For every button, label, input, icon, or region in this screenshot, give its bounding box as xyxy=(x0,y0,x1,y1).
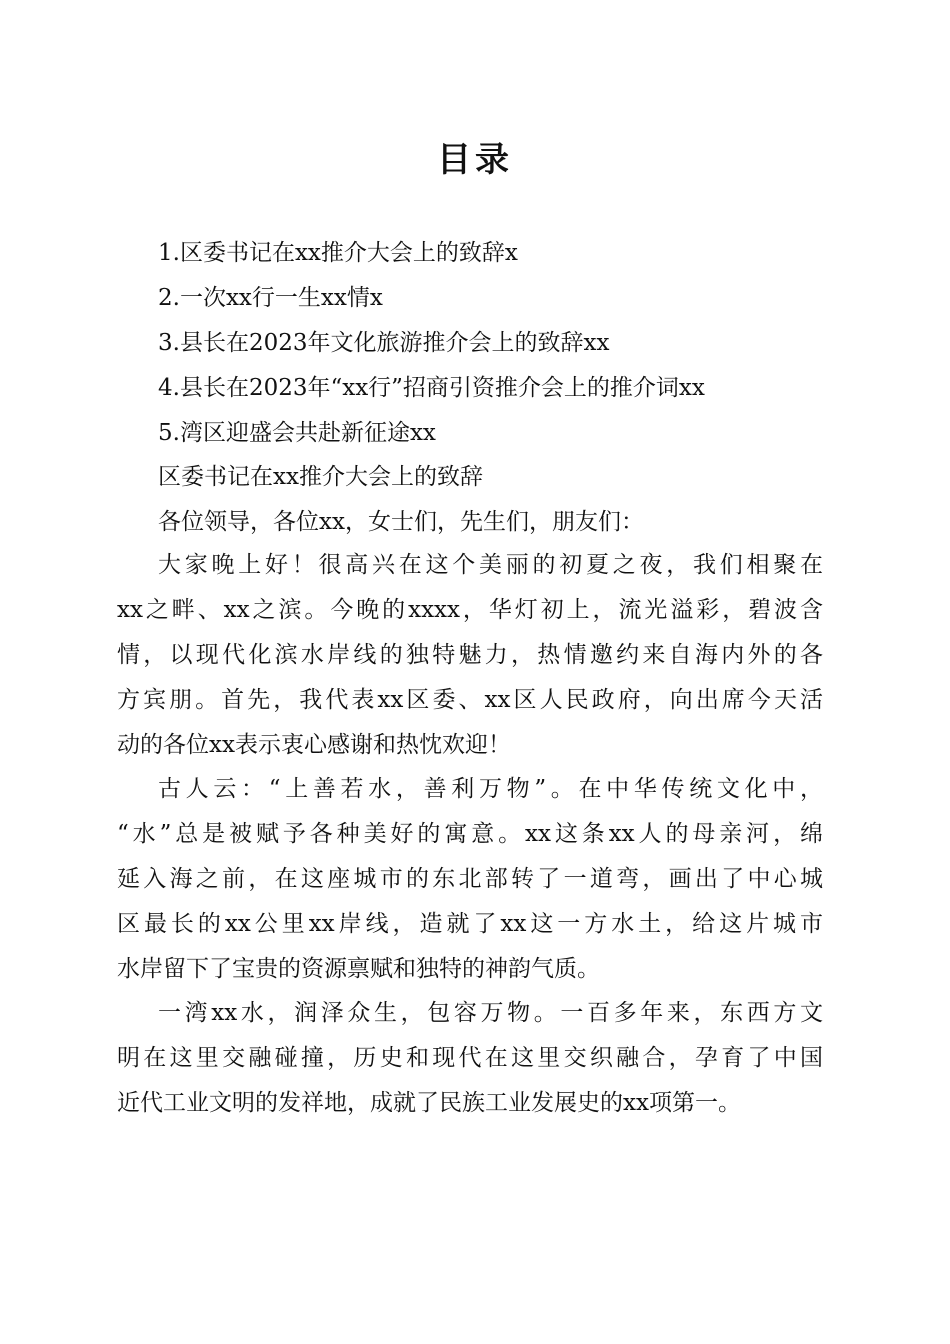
toc-item: 4.县长在2023年“xx行”招商引资推介会上的推介词xx xyxy=(158,375,705,401)
toc-item: 2.一次xx行一生xx情x xyxy=(158,285,383,311)
paragraph-line: “水”总是被赋予各种美好的寓意。xx这条xx人的母亲河，绵 xyxy=(117,821,823,847)
paragraph-line: 一湾xx水，润泽众生，包容万物。一百多年来，东西方文 xyxy=(158,1000,823,1026)
paragraph-line: 情，以现代化滨水岸线的独特魅力，热情邀约来自海内外的各 xyxy=(117,642,823,668)
paragraph-line: 动的各位xx表示衷心感谢和热忱欢迎！ xyxy=(117,732,511,758)
paragraph-line: 区最长的xx公里xx岸线，造就了xx这一方水土，给这片城市 xyxy=(117,911,823,937)
paragraph-line: 明在这里交融碰撞，历史和现代在这里交织融合，孕育了中国 xyxy=(117,1045,823,1071)
toc-item: 3.县长在2023年文化旅游推介会上的致辞xx xyxy=(158,330,610,356)
paragraph-line: 方宾朋。首先，我代表xx区委、xx区人民政府，向出席今天活 xyxy=(117,687,823,713)
paragraph-line: 延入海之前，在这座城市的东北部转了一道弯，画出了中心城 xyxy=(117,866,823,892)
toc-item: 5.湾区迎盛会共赴新征途xx xyxy=(158,420,436,446)
speech-title: 区委书记在xx推介大会上的致辞 xyxy=(158,464,483,490)
paragraph-line: xx之畔、xx之滨。今晚的xxxx，华灯初上，流光溢彩，碧波含 xyxy=(117,597,823,623)
paragraph-line: 古人云：“上善若水，善利万物”。在中华传统文化中， xyxy=(158,776,823,802)
paragraph-line: 大家晚上好！很高兴在这个美丽的初夏之夜，我们相聚在 xyxy=(158,552,823,578)
toc-item: 1.区委书记在xx推介大会上的致辞x xyxy=(158,240,518,266)
page-title: 目录 xyxy=(437,140,513,180)
paragraph-line: 近代工业文明的发祥地，成就了民族工业发展史的xx项第一。 xyxy=(117,1090,741,1116)
paragraph-line: 水岸留下了宝贵的资源禀赋和独特的神韵气质。 xyxy=(117,956,600,982)
salutation: 各位领导，各位xx，女士们，先生们，朋友们： xyxy=(158,509,644,535)
